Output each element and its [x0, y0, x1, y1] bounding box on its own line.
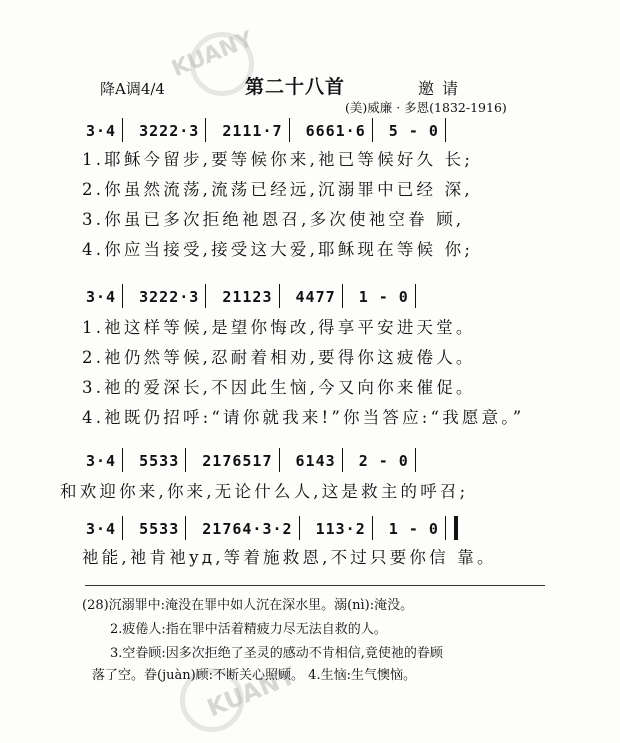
bar-line — [205, 284, 206, 308]
note-group: 6143 — [295, 452, 336, 470]
composer-credit: (美)威廉 · 多恩(1832-1916) — [345, 100, 507, 115]
watermark-top: KUANY — [168, 26, 257, 83]
note-group: 1 - 0 — [358, 288, 409, 306]
footnote-line: 2.疲倦人:指在罪中活着精疲力尽无法自救的人。 — [110, 622, 387, 637]
bar-line — [299, 516, 300, 540]
page-title: 第二十八首 — [245, 76, 346, 98]
note-group: 3·4 — [86, 452, 117, 470]
lyric-line: 1.祂这样等候,是望你悔改,得享平安进天堂。 — [82, 318, 476, 337]
lyric-line: 2.你虽然流荡,流荡已经远,沉溺罪中已经 深, — [82, 180, 473, 199]
final-bar-line — [454, 516, 458, 540]
footnote-divider — [85, 585, 545, 586]
bar-line — [122, 448, 123, 472]
lyric-line: 和欢迎你来,你来,无论什么人,这是救主的呼召; — [60, 482, 469, 501]
note-group: 2111·7 — [222, 122, 283, 140]
footnote-line: (28)沉溺罪中:淹没在罪中如人沉在深水里。溺(nì):淹没。 — [82, 598, 414, 613]
note-group: 3·4 — [86, 288, 117, 306]
lyric-line: 3.你虽已多次拒绝祂恩召,多次使祂空眷 顾, — [82, 210, 465, 229]
key-signature: 降A调4/4 — [100, 80, 165, 98]
bar-line — [415, 284, 416, 308]
lyric-line: 祂能,祂肯祂уд,等着施救恩,不过只要你信 靠。 — [82, 548, 497, 567]
note-group: 3222·3 — [139, 122, 200, 140]
bar-line — [185, 516, 186, 540]
note-group: 3·4 — [86, 122, 117, 140]
note-group: 5533 — [139, 452, 180, 470]
bar-line — [342, 284, 343, 308]
bar-line — [185, 448, 186, 472]
note-group: 1 - 0 — [388, 520, 439, 538]
note-group: 113·2 — [315, 520, 366, 538]
note-group: 6661·6 — [305, 122, 366, 140]
watermark-bottom: KUANY — [203, 661, 300, 723]
note-group: 5 - 0 — [388, 122, 439, 140]
bar-line — [279, 284, 280, 308]
notation-line-1 — [86, 118, 452, 142]
hymn-title: 邀请 — [418, 79, 467, 98]
note-group: 3·4 — [86, 520, 117, 538]
lyric-line: 2.祂仍然等候,忍耐着相劝,要得你这疲倦人。 — [82, 348, 476, 367]
bar-line — [415, 448, 416, 472]
bar-line — [122, 516, 123, 540]
lyric-line: 4.祂既仍招呼:“请你就我来!”你当答应:“我愿意。” — [82, 408, 525, 427]
bar-line — [445, 516, 446, 540]
lyric-line: 3.祂的爱深长,不因此生恼,今又向你来催促。 — [82, 378, 476, 397]
note-group: 5533 — [139, 520, 180, 538]
bar-line — [372, 516, 373, 540]
bar-line — [289, 118, 290, 142]
bar-line — [122, 118, 123, 142]
bar-line — [205, 118, 206, 142]
lyric-line: 4.你应当接受,接受这大爱,耶稣现在等候 你; — [82, 240, 474, 259]
footnote-line: 3.空眷顾:因多次拒绝了圣灵的感动不肯相信,竟使祂的眷顾 — [110, 646, 443, 661]
bar-line — [122, 284, 123, 308]
lyric-line: 1.耶稣今留步,要等候你来,祂已等候好久 长; — [82, 150, 474, 169]
note-group: 4477 — [295, 288, 336, 306]
notation-line-3 — [86, 448, 422, 472]
note-group: 21123 — [222, 288, 273, 306]
note-group: 3222·3 — [139, 288, 200, 306]
bar-line — [445, 118, 446, 142]
notation-line-2 — [86, 284, 422, 308]
notation-line-4 — [86, 516, 458, 540]
bar-line — [372, 118, 373, 142]
footnote-line: 落了空。眷(juàn)顾:不断关心照顾。 4.生恼:生气懊恼。 — [92, 668, 416, 683]
note-group: 2 - 0 — [358, 452, 409, 470]
note-group: 21764·3·2 — [202, 520, 293, 538]
note-group: 2176517 — [202, 452, 273, 470]
bar-line — [279, 448, 280, 472]
bar-line — [342, 448, 343, 472]
